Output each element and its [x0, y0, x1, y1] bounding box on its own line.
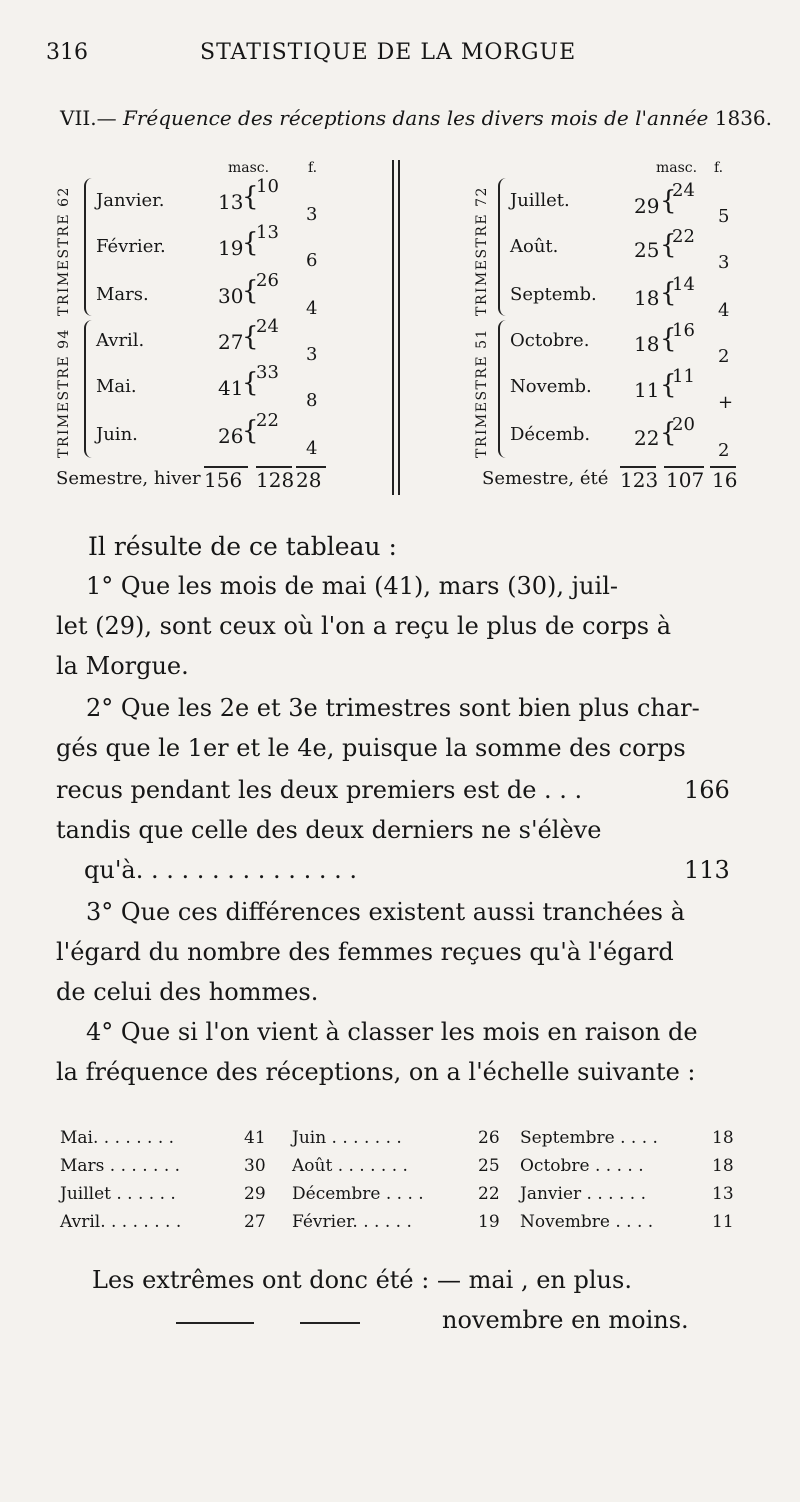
small-brace-icon: { [242, 228, 259, 258]
month-total: 11 [634, 378, 660, 402]
month-total: 18 [634, 332, 660, 356]
month-masc: 24 [256, 316, 279, 337]
para-3-line-1: 3° Que ces différences existent aussi tranchées à [86, 898, 685, 926]
para-1-line-1: 1° Que les mois de mai (41), mars (30), juil- [86, 572, 618, 600]
month-masc: 14 [672, 274, 695, 295]
para-2-value-1: 166 [684, 776, 730, 804]
para-2-line-2: gés que le 1er et le 4e, puisque la somme des corps [56, 734, 686, 762]
left-trimester-label-2: TRIMESTRE 62 [56, 186, 72, 316]
left-col-header-masc: masc. [228, 160, 270, 176]
month-total: 30 [218, 284, 244, 308]
small-brace-icon: { [660, 418, 677, 448]
month-masc: 22 [256, 410, 279, 431]
left-semester-label: Semestre, hiver [56, 468, 201, 489]
scale-month: Août . . . . . . . [292, 1156, 408, 1176]
scale-month: Décembre . . . . [292, 1184, 424, 1204]
month-fem: 4 [306, 438, 318, 459]
month-fem: 3 [306, 344, 318, 365]
small-brace-icon: { [660, 278, 677, 308]
para-1-line-2: let (29), sont ceux où l'on a reçu le plus de corps à [56, 612, 672, 640]
right-col-header-masc: masc. [656, 160, 698, 176]
month-fem: 4 [306, 298, 318, 319]
month-name: Juin. [96, 424, 138, 445]
section-heading [60, 106, 772, 130]
right-semester-fem: 16 [712, 468, 738, 492]
scale-month: Janvier . . . . . . [520, 1184, 646, 1204]
small-brace-icon: { [660, 370, 677, 400]
month-total: 26 [218, 424, 244, 448]
scale-value: 19 [478, 1212, 500, 1232]
page-number: 316 [46, 40, 88, 65]
scale-value: 29 [244, 1184, 266, 1204]
month-fem: 3 [718, 252, 730, 273]
para-2-value-2: 113 [684, 856, 730, 884]
left-trimester-brace-1 [84, 178, 92, 316]
month-fem: 3 [306, 204, 318, 225]
section-dash: — [96, 106, 117, 130]
intro-line: Il résulte de ce tableau : [88, 532, 397, 561]
ditto-dash-1 [176, 1322, 254, 1324]
month-masc: 24 [672, 180, 695, 201]
conclusion-line-2: novembre en moins. [442, 1306, 689, 1334]
month-name: Septemb. [510, 284, 597, 305]
month-fem: 8 [306, 390, 318, 411]
right-trimester-label-1: TRIMESTRE 51 [474, 328, 490, 458]
scale-value: 26 [478, 1128, 500, 1148]
right-semester-label: Semestre, été [482, 468, 609, 489]
month-fem: 2 [718, 346, 730, 367]
month-total: 18 [634, 286, 660, 310]
scale-value: 41 [244, 1128, 266, 1148]
right-semester-total: 123 [620, 468, 659, 492]
scale-month: Mars . . . . . . . [60, 1156, 181, 1176]
month-fem: + [718, 392, 734, 413]
month-masc: 20 [672, 414, 695, 435]
right-trimester-brace-2 [498, 320, 506, 458]
para-2-line-1: 2° Que les 2e et 3e trimestres sont bien plus char- [86, 694, 700, 722]
scale-value: 18 [712, 1128, 734, 1148]
scale-month: Octobre . . . . . [520, 1156, 644, 1176]
para-2-line-4: tandis que celle des deux derniers ne s'élève [56, 816, 602, 844]
scale-month: Juillet . . . . . . [60, 1184, 176, 1204]
month-total: 29 [634, 194, 660, 218]
section-number: VII. [60, 106, 97, 130]
conclusion-line-1: Les extrêmes ont donc été : — mai , en plus. [92, 1266, 632, 1294]
scale-value: 27 [244, 1212, 266, 1232]
left-trimester-label-1: TRIMESTRE 94 [56, 328, 72, 458]
month-total: 13 [218, 190, 244, 214]
month-masc: 33 [256, 362, 279, 383]
small-brace-icon: { [660, 186, 677, 216]
month-total: 41 [218, 376, 244, 400]
section-year: 1836. [714, 106, 773, 130]
right-trimester-label-2: TRIMESTRE 72 [474, 186, 490, 316]
section-title: Fréquence des réceptions dans les divers mois de l'année [122, 106, 709, 130]
small-brace-icon: { [242, 368, 259, 398]
para-4-line-1: 4° Que si l'on vient à classer les mois en raison de [86, 1018, 698, 1046]
left-col-header-f: f. [308, 160, 318, 176]
small-brace-icon: { [242, 276, 259, 306]
scale-value: 30 [244, 1156, 266, 1176]
scale-month: Février. . . . . . [292, 1212, 412, 1232]
table-divider-2 [398, 160, 400, 495]
month-masc: 22 [672, 226, 695, 247]
month-name: Avril. [96, 330, 145, 351]
month-masc: 13 [256, 222, 279, 243]
para-4-line-2: la fréquence des réceptions, on a l'échelle suivante : [56, 1058, 696, 1086]
month-fem: 6 [306, 250, 318, 271]
scale-month: Septembre . . . . [520, 1128, 658, 1148]
right-semester-masc: 107 [666, 468, 705, 492]
scale-month: Mai. . . . . . . . [60, 1128, 175, 1148]
scale-value: 22 [478, 1184, 500, 1204]
left-semester-total: 156 [204, 468, 243, 492]
left-semester-masc: 128 [256, 468, 295, 492]
para-3-line-3: de celui des hommes. [56, 978, 319, 1006]
small-brace-icon: { [660, 324, 677, 354]
month-total: 25 [634, 238, 660, 262]
month-masc: 10 [256, 176, 279, 197]
month-name: Octobre. [510, 330, 590, 351]
month-name: Août. [510, 236, 559, 257]
ditto-dash-2 [300, 1322, 360, 1324]
left-trimester-brace-2 [84, 320, 92, 458]
scale-value: 13 [712, 1184, 734, 1204]
month-name: Mars. [96, 284, 149, 305]
scale-value: 11 [712, 1212, 734, 1232]
month-masc: 11 [672, 366, 695, 387]
month-total: 19 [218, 236, 244, 260]
month-masc: 16 [672, 320, 695, 341]
small-brace-icon: { [660, 230, 677, 260]
right-trimester-brace-1 [498, 178, 506, 316]
month-name: Décemb. [510, 424, 591, 445]
right-col-header-f: f. [714, 160, 724, 176]
month-name: Novemb. [510, 376, 592, 397]
scale-value: 18 [712, 1156, 734, 1176]
month-name: Janvier. [96, 190, 165, 211]
para-1-line-3: la Morgue. [56, 652, 189, 680]
month-fem: 5 [718, 206, 730, 227]
month-masc: 26 [256, 270, 279, 291]
scale-month: Novembre . . . . [520, 1212, 654, 1232]
scale-month: Avril. . . . . . . . [60, 1212, 182, 1232]
month-fem: 2 [718, 440, 730, 461]
month-total: 27 [218, 330, 244, 354]
month-name: Mai. [96, 376, 137, 397]
left-semester-fem: 28 [296, 468, 322, 492]
para-2-line-5: qu'à. . . . . . . . . . . . . . . [84, 856, 357, 884]
scale-month: Juin . . . . . . . [292, 1128, 402, 1148]
para-3-line-2: l'égard du nombre des femmes reçues qu'à l'égard [56, 938, 674, 966]
scale-value: 25 [478, 1156, 500, 1176]
para-2-line-3: recus pendant les deux premiers est de . . . [56, 776, 583, 804]
small-brace-icon: { [242, 322, 259, 352]
running-title: STATISTIQUE DE LA MORGUE [200, 40, 577, 65]
month-fem: 4 [718, 300, 730, 321]
month-name: Juillet. [510, 190, 570, 211]
month-total: 22 [634, 426, 660, 450]
small-brace-icon: { [242, 416, 259, 446]
table-divider-1 [392, 160, 394, 495]
small-brace-icon: { [242, 182, 259, 212]
month-name: Février. [96, 236, 166, 257]
